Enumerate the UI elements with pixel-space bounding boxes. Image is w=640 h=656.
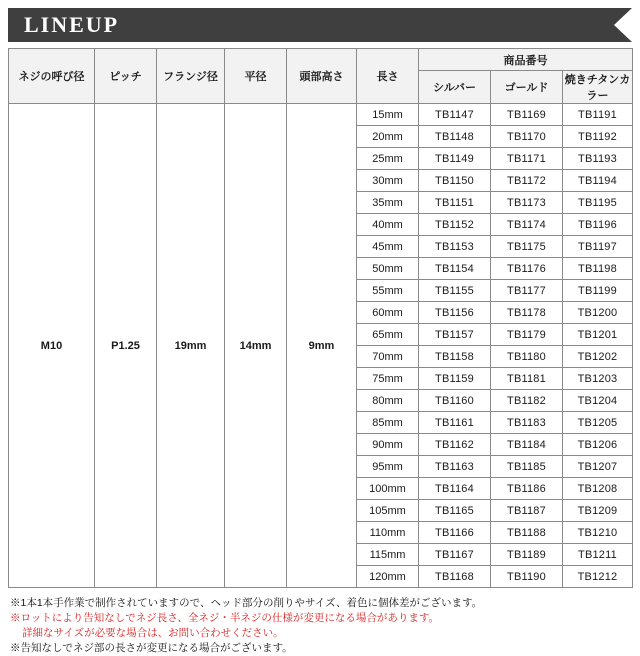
cell-silver: TB1154 [419,258,491,280]
column-header-flat: 平径 [225,49,287,104]
cell-length: 105mm [357,500,419,522]
spec-diameter: M10 [9,104,95,588]
cell-length: 95mm [357,456,419,478]
cell-gold: TB1173 [491,192,563,214]
cell-gold: TB1179 [491,324,563,346]
cell-length: 45mm [357,236,419,258]
cell-length: 90mm [357,434,419,456]
note-line-1: ※1本1本手作業で制作されていますので、ヘッド部分の削りやサイズ、着色に個体差がございます。 [10,597,483,609]
cell-titanium: TB1192 [563,126,633,148]
spec-pitch: P1.25 [95,104,157,588]
cell-length: 60mm [357,302,419,324]
cell-gold: TB1183 [491,412,563,434]
cell-silver: TB1155 [419,280,491,302]
cell-length: 50mm [357,258,419,280]
cell-titanium: TB1196 [563,214,633,236]
cell-silver: TB1148 [419,126,491,148]
cell-titanium: TB1197 [563,236,633,258]
cell-gold: TB1188 [491,522,563,544]
cell-titanium: TB1200 [563,302,633,324]
title-banner [8,8,632,42]
cell-length: 85mm [357,412,419,434]
cell-gold: TB1174 [491,214,563,236]
cell-gold: TB1185 [491,456,563,478]
cell-titanium: TB1209 [563,500,633,522]
cell-length: 15mm [357,104,419,126]
cell-length: 75mm [357,368,419,390]
cell-gold: TB1182 [491,390,563,412]
column-header-product-number: 商品番号 [419,49,633,71]
cell-length: 20mm [357,126,419,148]
cell-silver: TB1156 [419,302,491,324]
cell-gold: TB1172 [491,170,563,192]
cell-titanium: TB1195 [563,192,633,214]
note-line-2: ※ロットにより告知なしでネジ長さ、全ネジ・半ネジの仕様が変更になる場合があります。 [10,612,440,624]
table-body [9,104,633,588]
note-line-3: 詳細なサイズが必要な場合は、お問い合わせください。 [22,627,284,639]
cell-titanium: TB1207 [563,456,633,478]
cell-gold: TB1177 [491,280,563,302]
cell-silver: TB1159 [419,368,491,390]
cell-silver: TB1147 [419,104,491,126]
cell-length: 100mm [357,478,419,500]
cell-silver: TB1165 [419,500,491,522]
cell-silver: TB1158 [419,346,491,368]
cell-gold: TB1170 [491,126,563,148]
cell-titanium: TB1212 [563,566,633,588]
cell-length: 70mm [357,346,419,368]
spec-flange: 19mm [157,104,225,588]
cell-silver: TB1166 [419,522,491,544]
lineup-table-wrapper [8,48,632,588]
spec-flat: 14mm [225,104,287,588]
table-row [9,104,633,126]
cell-titanium: TB1205 [563,412,633,434]
cell-titanium: TB1201 [563,324,633,346]
column-header-flange: フランジ径 [157,49,225,104]
cell-silver: TB1160 [419,390,491,412]
cell-length: 55mm [357,280,419,302]
cell-silver: TB1164 [419,478,491,500]
cell-gold: TB1189 [491,544,563,566]
column-header-length: 長さ [357,49,419,104]
cell-silver: TB1157 [419,324,491,346]
cell-gold: TB1186 [491,478,563,500]
cell-gold: TB1180 [491,346,563,368]
cell-length: 35mm [357,192,419,214]
table-header [9,49,633,104]
cell-length: 25mm [357,148,419,170]
cell-silver: TB1168 [419,566,491,588]
cell-titanium: TB1204 [563,390,633,412]
cell-titanium: TB1202 [563,346,633,368]
cell-silver: TB1163 [419,456,491,478]
cell-gold: TB1169 [491,104,563,126]
lineup-table [8,48,633,588]
cell-length: 120mm [357,566,419,588]
column-header-diameter: ネジの呼び径 [9,49,95,104]
cell-gold: TB1187 [491,500,563,522]
cell-silver: TB1161 [419,412,491,434]
column-header-head-height: 頭部高さ [287,49,357,104]
cell-gold: TB1181 [491,368,563,390]
cell-titanium: TB1210 [563,522,633,544]
lineup-page [0,8,640,654]
cell-length: 110mm [357,522,419,544]
cell-length: 65mm [357,324,419,346]
column-header-gold: ゴールド [491,71,563,104]
cell-titanium: TB1206 [563,434,633,456]
cell-titanium: TB1194 [563,170,633,192]
cell-length: 80mm [357,390,419,412]
cell-gold: TB1184 [491,434,563,456]
cell-silver: TB1162 [419,434,491,456]
cell-gold: TB1190 [491,566,563,588]
cell-length: 30mm [357,170,419,192]
cell-titanium: TB1193 [563,148,633,170]
cell-length: 40mm [357,214,419,236]
cell-silver: TB1153 [419,236,491,258]
cell-titanium: TB1203 [563,368,633,390]
cell-titanium: TB1211 [563,544,633,566]
cell-length: 115mm [357,544,419,566]
column-header-pitch: ピッチ [95,49,157,104]
page-title: LINEUP [24,12,120,37]
note-line-4: ※告知なしでネジ部の長さが変更になる場合がございます。 [10,642,293,654]
column-header-silver: シルバー [419,71,491,104]
cell-gold: TB1176 [491,258,563,280]
spec-head-height: 9mm [287,104,357,588]
notes-section [10,596,630,656]
cell-silver: TB1152 [419,214,491,236]
header-row-top [9,49,633,71]
cell-silver: TB1150 [419,170,491,192]
cell-silver: TB1151 [419,192,491,214]
cell-gold: TB1178 [491,302,563,324]
cell-titanium: TB1199 [563,280,633,302]
cell-titanium: TB1191 [563,104,633,126]
cell-titanium: TB1198 [563,258,633,280]
column-header-titanium: 焼きチタンカラー [563,71,633,104]
cell-silver: TB1167 [419,544,491,566]
cell-silver: TB1149 [419,148,491,170]
cell-gold: TB1175 [491,236,563,258]
cell-titanium: TB1208 [563,478,633,500]
cell-gold: TB1171 [491,148,563,170]
